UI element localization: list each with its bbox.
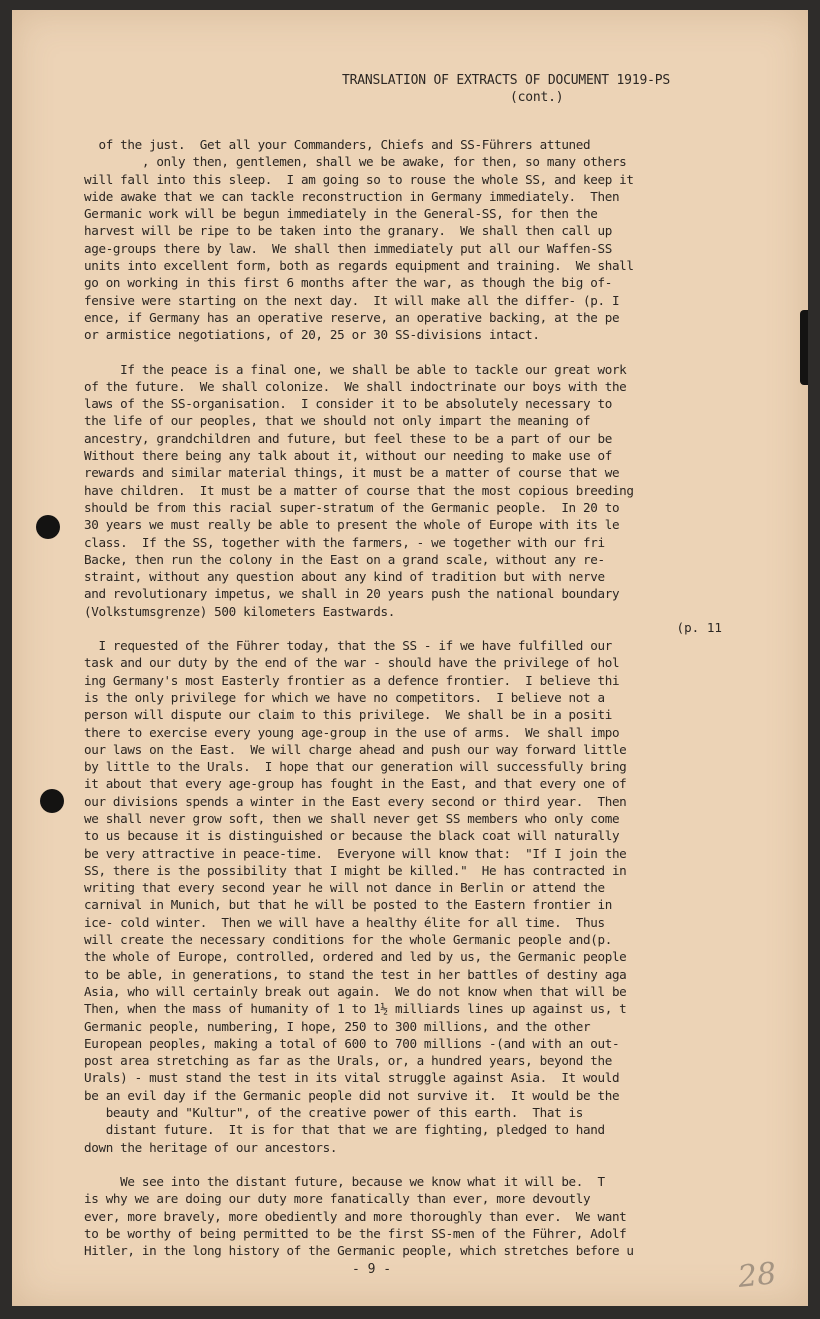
text-line: person will dispute our claim to this privilege. We shall be in a positi	[84, 707, 612, 723]
text-line: will fall into this sleep. I am going so to rouse the whole SS, and keep it	[84, 171, 634, 187]
text-line: laws of the SS-organisation. I consider it to be absolutely necessary to	[84, 396, 612, 412]
header-subtitle: (cont.)	[510, 90, 564, 105]
text-line: and revolutionary impetus, we shall in 20 years push the national boundary	[84, 586, 620, 602]
document-body	[84, 136, 734, 1259]
document-page	[12, 10, 808, 1306]
binder-clip	[800, 310, 808, 385]
text-line: be very attractive in peace-time. Everyone will know that: "If I join the	[84, 845, 627, 861]
text-line: , only then, gentlemen, shall we be awake, for then, so many others	[84, 154, 627, 170]
text-line: rewards and similar material things, it must be a matter of course that we	[84, 465, 620, 481]
text-line: units into excellent form, both as regards equipment and training. We shall	[84, 258, 634, 274]
text-line: European peoples, making a total of 600 to 700 millions -(and with an out-	[84, 1035, 620, 1051]
text-line: distant future. It is for that that we are fighting, pledged to hand	[84, 1122, 605, 1138]
text-line: age-groups there by law. We shall then immediately put all our Waffen-SS	[84, 240, 612, 256]
text-line: Then, when the mass of humanity of 1 to 1½ milliards lines up against us, t	[84, 1001, 627, 1017]
text-line: have children. It must be a matter of course that the most copious breeding	[84, 482, 634, 498]
text-line: of the just. Get all your Commanders, Chiefs and SS-Führers attuned	[84, 137, 591, 152]
paragraph-3	[84, 637, 734, 1156]
text-line: fensive were starting on the next day. It will make all the differ- (p. I	[84, 292, 620, 308]
text-line: Urals) - must stand the test in its vital struggle against Asia. It would	[84, 1070, 620, 1086]
paragraph-gap	[84, 1156, 734, 1173]
handwritten-folio-number: 28	[736, 1256, 778, 1295]
paragraph-1	[84, 136, 734, 344]
text-line: Without there being any talk about it, without our needing to make use of	[84, 448, 612, 464]
text-line: the whole of Europe, controlled, ordered and led by us, the Germanic people	[84, 949, 627, 965]
text-line: down the heritage of our ancestors.	[84, 1139, 338, 1155]
paragraph-gap	[84, 344, 734, 361]
text-line: should be from this racial super-stratum of the Germanic people. In 20 to	[84, 499, 620, 515]
text-line: ice- cold winter. Then we will have a healthy élite for all time. Thus	[84, 914, 605, 930]
text-line: Hitler, in the long history of the Germanic people, which stretches before u	[84, 1243, 634, 1259]
text-line: I requested of the Führer today, that the SS - if we have fulfilled our	[84, 638, 612, 654]
text-line: post area stretching as far as the Urals, or, a hundred years, beyond the	[84, 1053, 612, 1069]
paragraph-4	[84, 1173, 734, 1259]
text-line: to us because it is distinguished or because the black coat will naturally	[84, 828, 620, 844]
text-line: straint, without any question about any kind of tradition but with nerve	[84, 569, 605, 585]
text-line: 30 years we must really be able to present the whole of Europe with its le	[84, 517, 620, 533]
document-header	[342, 72, 782, 106]
text-line: ence, if Germany has an operative reserve, an operative backing, at the pe	[84, 309, 620, 325]
page-number: - 9 -	[352, 1262, 392, 1277]
text-line: will create the necessary conditions for the whole Germanic people and(p.	[84, 932, 612, 948]
text-line: If the peace is a final one, we shall be able to tackle our great work	[84, 361, 627, 377]
text-line: go on working in this first 6 months after the war, as though the big of-	[84, 275, 612, 291]
text-line: class. If the SS, together with the farmers, - we together with our fri	[84, 534, 605, 550]
text-line: our laws on the East. We will charge ahead and push our way forward little	[84, 741, 627, 757]
text-line: we shall never grow soft, then we shall never get SS members who only come	[84, 810, 620, 826]
text-line: writing that every second year he will not dance in Berlin or attend the	[84, 880, 605, 896]
text-line: ancestry, grandchildren and future, but feel these to be a part of our be	[84, 430, 612, 446]
text-line: carnival in Munich, but that he will be posted to the Eastern frontier in	[84, 897, 612, 913]
text-line: Backe, then run the colony in the East on a grand scale, without any re-	[84, 551, 605, 567]
text-line: there to exercise every young age-group in the use of arms. We shall impo	[84, 724, 620, 740]
text-line: ever, more bravely, more obediently and more thoroughly than ever. We want	[84, 1208, 627, 1224]
text-line: SS, there is the possibility that I might be killed." He has contracted in	[84, 862, 627, 878]
text-line: is the only privilege for which we have no competitors. I believe not a	[84, 689, 605, 705]
text-line: be an evil day if the Germanic people did not survive it. It would be the	[84, 1087, 620, 1103]
text-line: ing Germany's most Easterly frontier as a defence frontier. I believe thi	[84, 672, 620, 688]
text-line: to be able, in generations, to stand the test in her battles of destiny aga	[84, 966, 627, 982]
header-title: TRANSLATION OF EXTRACTS OF DOCUMENT 1919-PS	[342, 73, 670, 88]
text-line: Asia, who will certainly break out again. We do not know when that will be	[84, 983, 627, 999]
text-line: Germanic work will be begun immediately in the General-SS, for then the	[84, 206, 598, 222]
text-line: of the future. We shall colonize. We shall indoctrinate our boys with the	[84, 378, 627, 394]
text-line: wide awake that we can tackle reconstruction in Germany immediately. Then	[84, 188, 620, 204]
text-line: task and our duty by the end of the war - should have the privilege of hol	[84, 655, 620, 671]
paragraph-2	[84, 361, 734, 620]
punch-hole-upper	[36, 515, 60, 539]
text-line: harvest will be ripe to be taken into the granary. We shall then call up	[84, 223, 612, 239]
text-line: We see into the distant future, because we know what it will be. T	[84, 1173, 605, 1189]
page-marker: (p. 11	[676, 620, 722, 635]
text-line: our divisions spends a winter in the East every second or third year. Then	[84, 793, 627, 809]
text-line: it about that every age-group has fought in the East, and that every one of	[84, 776, 627, 792]
text-line: to be worthy of being permitted to be the first SS-men of the Führer, Adolf	[84, 1225, 627, 1241]
text-line: beauty and "Kultur", of the creative power of this earth. That is	[84, 1105, 584, 1121]
text-line: or armistice negotiations, of 20, 25 or 30 SS-divisions intact.	[84, 327, 540, 343]
text-line: by little to the Urals. I hope that our generation will successfully bring	[84, 759, 627, 775]
text-line: Germanic people, numbering, I hope, 250 to 300 millions, and the other	[84, 1018, 591, 1034]
paragraph-gap	[84, 620, 734, 637]
punch-hole-lower	[40, 789, 64, 813]
text-line: (Volkstumsgrenze) 500 kilometers Eastwards.	[84, 603, 395, 619]
text-line: is why we are doing our duty more fanatically than ever, more devoutly	[84, 1191, 591, 1207]
text-line: the life of our peoples, that we should not only impart the meaning of	[84, 413, 591, 429]
